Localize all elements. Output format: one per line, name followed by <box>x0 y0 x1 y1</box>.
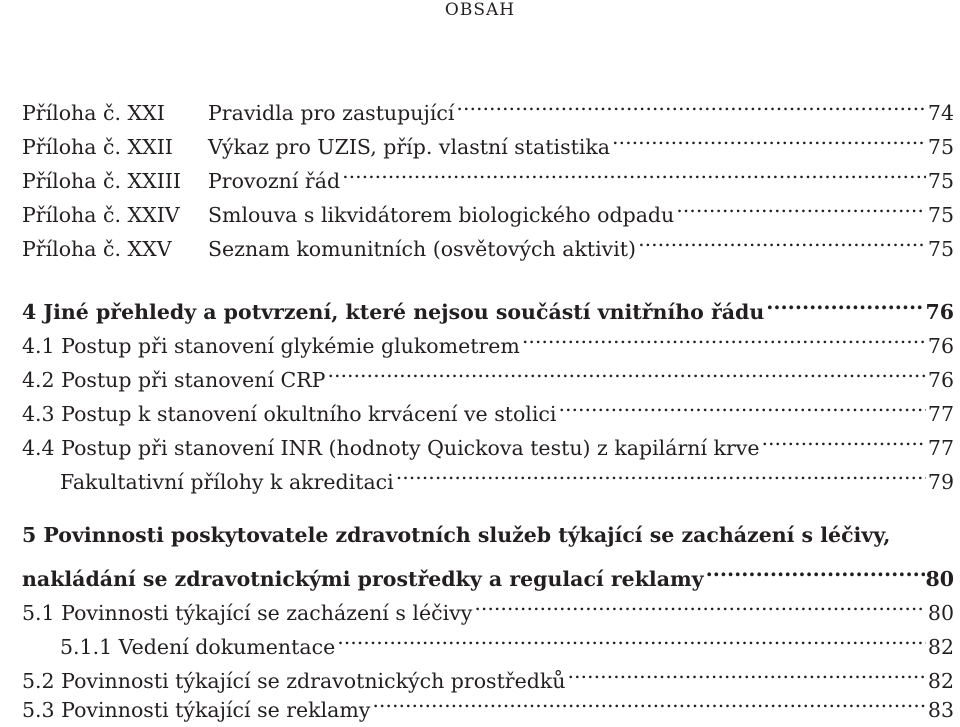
toc-leader-dots <box>764 285 925 319</box>
toc-entry-4-1[interactable] <box>22 319 954 358</box>
toc-entry-4-3[interactable] <box>22 387 954 426</box>
toc-entry-title: Smlouva s likvidátorem biologického odpadu <box>208 203 675 227</box>
toc-leader-dots <box>674 188 926 222</box>
toc-leader-dots <box>704 552 926 586</box>
toc-entry-title: Seznam komunitních (osvětových aktivit) <box>208 237 637 261</box>
toc-entry-label: Příloha č. XXI <box>22 101 165 125</box>
toc-entry-title: Provozní řád <box>208 169 341 193</box>
toc-entry-title: 5.2 Povinnosti týkající se zdravotnických prostředků <box>22 669 566 693</box>
toc-entry-page: 76 <box>927 334 954 358</box>
toc-entry-4-4[interactable] <box>22 421 954 460</box>
toc-leader-dots <box>454 86 926 120</box>
toc-leader-dots <box>325 353 926 387</box>
toc-entry-page: 75 <box>927 203 954 227</box>
toc-entry-label: Příloha č. XXII <box>22 135 173 159</box>
toc-entry-page: 76 <box>927 368 954 392</box>
toc-entry-page: 75 <box>927 135 954 159</box>
toc-leader-dots <box>394 455 926 489</box>
toc-leader-dots <box>472 586 926 620</box>
toc-entry-page: 75 <box>927 169 954 193</box>
toc-entry-title: 5.1 Povinnosti týkající se zacházení s léčivy <box>22 601 473 625</box>
toc-entry-page: 75 <box>927 237 954 261</box>
toc-entry-page: 82 <box>927 669 954 693</box>
toc-entry-label: Příloha č. XXIII <box>22 169 181 193</box>
toc-entry-page: 79 <box>927 470 954 494</box>
toc-entry-title: 4.3 Postup k stanovení okultního krvácení ve stolici <box>22 402 557 426</box>
toc-entry-fakultativni-prilohy[interactable] <box>22 455 954 494</box>
toc-chapter-title: 4 Jiné přehledy a potvrzení, které nejsou součástí vnitřního řádu <box>22 300 765 324</box>
toc-entry-priloha-xxiii[interactable] <box>22 154 954 193</box>
toc-entry-5-1-1[interactable] <box>22 620 954 659</box>
toc-entry-page: 76 <box>925 300 954 324</box>
toc-chapter-4[interactable] <box>22 285 954 324</box>
toc-entry-title: 4.4 Postup při stanovení INR (hodnoty Quickova testu) z kapilární krve <box>22 436 760 460</box>
toc-entry-title: Výkaz pro UZIS, příp. vlastní statistika <box>208 135 611 159</box>
toc-entry-label: Příloha č. XXV <box>22 237 172 261</box>
toc-leader-dots <box>520 319 926 353</box>
toc-leader-dots <box>759 421 926 455</box>
toc-entry-title: Fakultativní přílohy k akreditaci <box>60 470 394 494</box>
toc-entry-page: 80 <box>927 601 954 625</box>
toc-entry-page: 83 <box>927 698 954 722</box>
page-header: OBSAH <box>444 0 516 20</box>
toc-chapter-5-line1[interactable]: 5 Povinnosti poskytovatele zdravotních služeb týkající se zacházení s léčivy, <box>22 523 891 547</box>
toc-leader-dots <box>556 387 926 421</box>
toc-entry-priloha-xxiv[interactable] <box>22 188 954 227</box>
toc-leader-dots <box>335 620 926 654</box>
toc-entry-5-3[interactable] <box>22 683 954 722</box>
toc-entry-title: 5.1.1 Vedení dokumentace <box>60 635 336 659</box>
toc-chapter-5[interactable] <box>22 552 954 591</box>
toc-entry-page: 82 <box>927 635 954 659</box>
toc-entry-priloha-xxii[interactable] <box>22 120 954 159</box>
toc-entry-title: 5.3 Povinnosti týkající se reklamy <box>22 698 371 722</box>
toc-entry-label: Příloha č. XXIV <box>22 203 180 227</box>
toc-entry-page: 74 <box>927 101 954 125</box>
toc-entry-title: Pravidla pro zastupující <box>208 101 455 125</box>
toc-leader-dots <box>370 683 926 717</box>
toc-entry-page: 77 <box>927 402 954 426</box>
toc-entry-page: 77 <box>927 436 954 460</box>
toc-entry-title: 4.1 Postup při stanovení glykémie glukometrem <box>22 334 520 358</box>
toc-entry-title: 4.2 Postup při stanovení CRP <box>22 368 326 392</box>
toc-entry-priloha-xxv[interactable] <box>22 222 954 261</box>
toc-leader-dots <box>636 222 926 256</box>
toc-entry-4-2[interactable] <box>22 353 954 392</box>
toc-entry-page: 80 <box>925 567 954 591</box>
toc-chapter-title: nakládání se zdravotnickými prostředky a regulací reklamy <box>22 567 704 591</box>
toc-entry-priloha-xxi[interactable] <box>22 86 954 125</box>
toc-leader-dots <box>340 154 926 188</box>
toc-leader-dots <box>610 120 926 154</box>
toc-entry-5-1[interactable] <box>22 586 954 625</box>
